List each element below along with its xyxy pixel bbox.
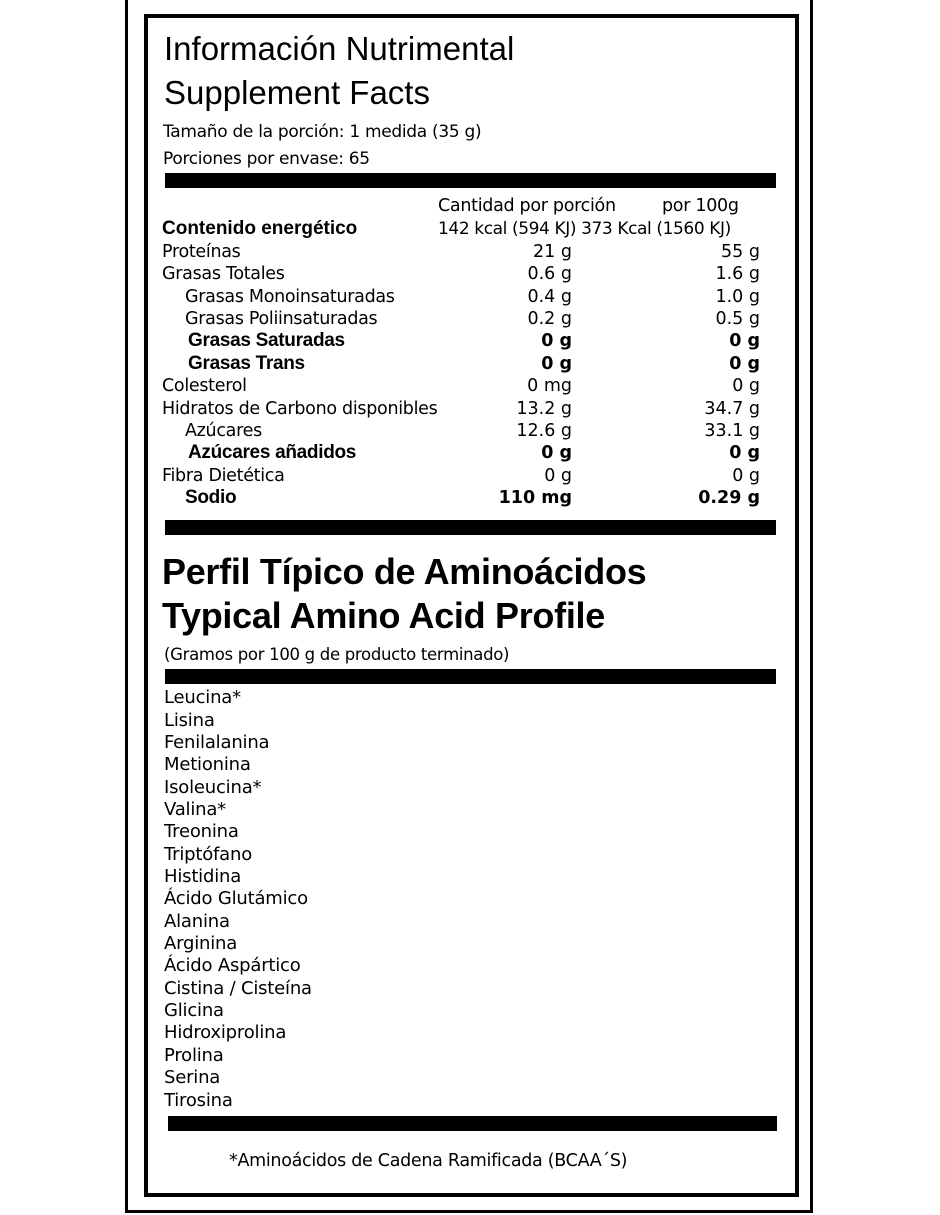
divider-bar xyxy=(165,520,776,535)
nutrient-per100: 34.7 g xyxy=(704,399,760,419)
divider-bar xyxy=(165,669,776,684)
footnote: *Aminoácidos de Cadena Ramificada (BCAA´S) xyxy=(229,1151,628,1171)
amino-acid-item: Ácido Aspártico xyxy=(164,955,301,976)
amino-acid-item: Hidroxiprolina xyxy=(164,1022,287,1043)
nutrient-serving: 0 g xyxy=(541,354,572,374)
amino-acid-item: Isoleucina* xyxy=(164,777,262,798)
amino-title-en: Typical Amino Acid Profile xyxy=(162,595,605,636)
nutrient-label: Grasas Monoinsaturadas xyxy=(185,287,395,307)
amino-acid-item: Tirosina xyxy=(164,1090,233,1111)
nutrient-row xyxy=(0,398,940,420)
nutrient-row xyxy=(0,442,940,464)
amino-acid-item: Glicina xyxy=(164,1000,224,1021)
amino-acid-item: Leucina* xyxy=(164,687,241,708)
amino-acid-item: Prolina xyxy=(164,1045,224,1066)
nutrient-row xyxy=(0,241,940,263)
amino-title-es: Perfil Típico de Aminoácidos xyxy=(162,551,647,592)
amino-acid-item: Triptófano xyxy=(164,844,253,865)
title-en: Supplement Facts xyxy=(164,74,430,111)
nutrient-serving: 0.4 g xyxy=(527,287,572,307)
nutrient-label: Fibra Dietética xyxy=(162,466,285,486)
nutrient-label: Azúcares xyxy=(185,421,262,441)
nutrient-label: Sodio xyxy=(185,487,237,508)
nutrient-serving: 12.6 g xyxy=(516,421,572,441)
nutrient-row xyxy=(0,353,940,375)
nutrient-per100: 0 g xyxy=(732,466,760,486)
energy-label: Contenido energético xyxy=(162,218,358,239)
nutrient-per100: 1.6 g xyxy=(715,264,760,284)
nutrient-per100: 0.5 g xyxy=(715,309,760,329)
amino-note: (Gramos por 100 g de producto terminado) xyxy=(164,645,510,664)
nutrient-serving: 0 mg xyxy=(527,376,572,396)
amino-acid-item: Metionina xyxy=(164,754,251,775)
servings-per-container: Porciones por envase: 65 xyxy=(163,149,370,169)
nutrient-serving: 13.2 g xyxy=(516,399,572,419)
amino-acid-item: Alanina xyxy=(164,911,230,932)
divider-bar xyxy=(168,1116,777,1131)
amino-acid-item: Ácido Glutámico xyxy=(164,888,308,909)
nutrient-label: Azúcares añadidos xyxy=(188,442,357,463)
amino-acid-item: Valina* xyxy=(164,799,226,820)
divider-bar xyxy=(165,173,776,188)
nutrient-per100: 33.1 g xyxy=(704,421,760,441)
nutrient-per100: 0.29 g xyxy=(698,488,760,508)
nutrient-serving: 0 g xyxy=(541,443,572,463)
nutrient-serving: 0 g xyxy=(541,331,572,351)
serving-size: Tamaño de la porción: 1 medida (35 g) xyxy=(163,122,482,142)
nutrient-row xyxy=(0,286,940,308)
nutrient-label: Grasas Poliinsaturadas xyxy=(185,309,378,329)
amino-acid-item: Histidina xyxy=(164,866,242,887)
nutrient-serving: 0.6 g xyxy=(527,264,572,284)
nutrient-row xyxy=(0,330,940,352)
nutrient-per100: 0 g xyxy=(732,376,760,396)
energy-value: 142 kcal (594 KJ) 373 Kcal (1560 KJ) xyxy=(438,219,731,239)
title-es: Información Nutrimental xyxy=(164,30,515,67)
column-header-serving: Cantidad por porción xyxy=(438,196,616,216)
nutrient-per100: 1.0 g xyxy=(715,287,760,307)
amino-acid-item: Lisina xyxy=(164,710,215,731)
nutrient-label: Colesterol xyxy=(162,376,247,396)
nutrient-row xyxy=(0,420,940,442)
nutrient-row xyxy=(0,263,940,285)
nutrient-row xyxy=(0,465,940,487)
nutrient-per100: 0 g xyxy=(729,331,760,351)
nutrient-per100: 0 g xyxy=(729,354,760,374)
nutrient-label: Grasas Saturadas xyxy=(188,330,345,351)
nutrient-row xyxy=(0,487,940,509)
nutrient-label: Grasas Totales xyxy=(162,264,285,284)
amino-acid-item: Fenilalanina xyxy=(164,732,270,753)
nutrient-label: Proteínas xyxy=(162,242,241,262)
amino-acid-item: Cistina / Cisteína xyxy=(164,978,312,999)
amino-acid-item: Treonina xyxy=(164,821,239,842)
nutrient-label: Grasas Trans xyxy=(188,353,305,374)
amino-acid-item: Serina xyxy=(164,1067,221,1088)
nutrient-serving: 0 g xyxy=(544,466,572,486)
nutrient-label: Hidratos de Carbono disponibles xyxy=(162,399,438,419)
amino-acid-item: Arginina xyxy=(164,933,238,954)
nutrient-row xyxy=(0,308,940,330)
nutrient-serving: 21 g xyxy=(533,242,572,262)
nutrient-per100: 0 g xyxy=(729,443,760,463)
nutrient-serving: 110 mg xyxy=(498,488,572,508)
column-header-100g: por 100g xyxy=(662,196,739,216)
nutrient-per100: 55 g xyxy=(721,242,760,262)
nutrient-serving: 0.2 g xyxy=(527,309,572,329)
nutrient-row xyxy=(0,375,940,397)
